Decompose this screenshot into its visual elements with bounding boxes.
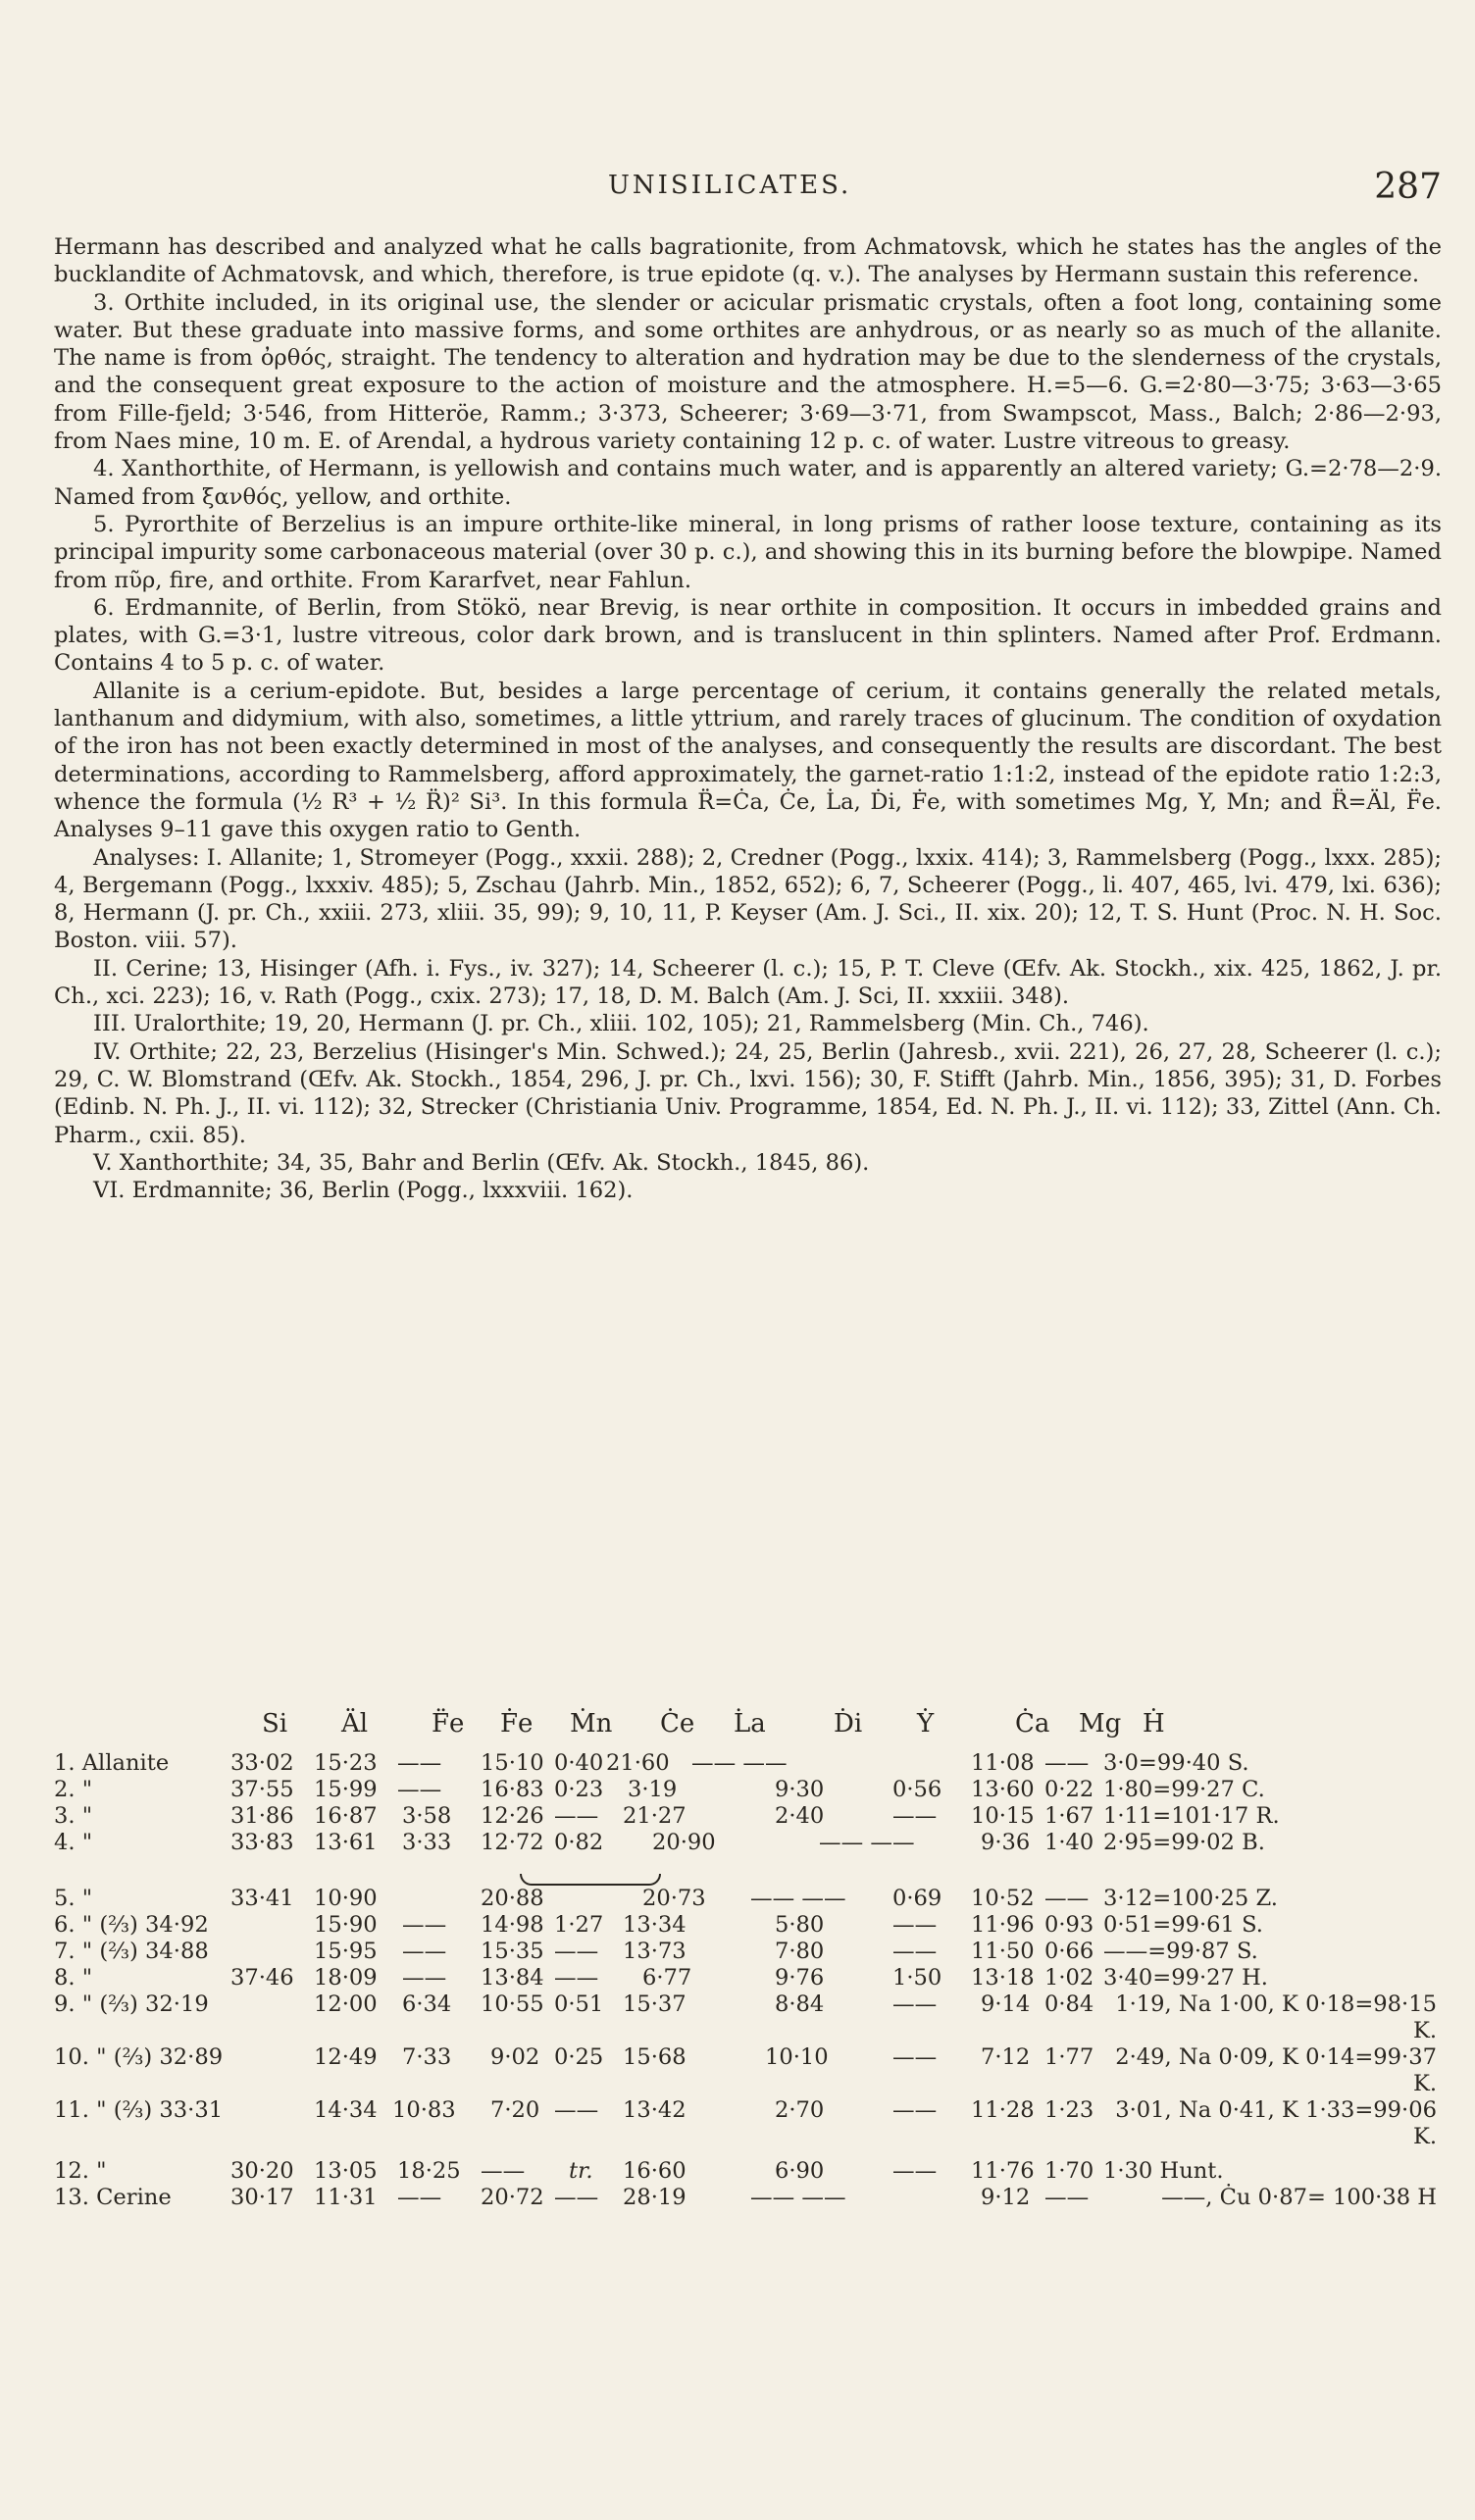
paragraph: VI. Erdmannite; 36, Berlin (Pogg., lxxxviii. 162).	[93, 1178, 634, 1204]
table-cell: 37·55	[230, 1777, 294, 1802]
row-spacer	[54, 1856, 1442, 1886]
table-cell: 12·00	[314, 1991, 378, 2017]
table-cell: 20·90	[652, 1830, 716, 1855]
table-cell: ——	[892, 1991, 938, 2017]
table-cell: 6·90	[775, 2158, 825, 2184]
table-cell: 10. " (⅔) 32·89	[54, 2044, 224, 2070]
table-cell: 31·86	[230, 1803, 294, 1829]
table-cell: 15·10	[481, 1750, 544, 1776]
table-cell: 9·30	[775, 1777, 825, 1802]
table-cell: 2·49, Na 0·09, K 0·14=99·37 K.	[1115, 2044, 1437, 2096]
table-cell: 11·76	[971, 2158, 1035, 2184]
table-cell: 9·12	[981, 2185, 1031, 2210]
table-cell: 1·23	[1044, 2097, 1094, 2123]
table-cell: 11·50	[971, 1939, 1035, 1964]
table-cell: 13·61	[314, 1830, 378, 1855]
table-cell: 1·70	[1044, 2158, 1094, 2184]
table-cell: 33·41	[230, 1886, 294, 1911]
table-cell: 12·49	[314, 2044, 378, 2070]
table-cell: 1·02	[1044, 1965, 1094, 1991]
table-cell: 0·84	[1044, 1991, 1094, 2017]
table-row	[54, 2044, 1442, 2097]
table-cell: 0·22	[1044, 1777, 1094, 1802]
table-cell: 13·84	[481, 1965, 544, 1991]
table-cell: 6. " (⅔) 34·92	[54, 1912, 209, 1938]
column-header: Ḟe	[500, 1709, 534, 1739]
table-cell: 30·20	[230, 2158, 294, 2184]
column-header: Ṁn	[570, 1709, 613, 1739]
table-cell: 1·50	[892, 1965, 942, 1991]
table-cell: 11·08	[971, 1750, 1035, 1776]
table-cell: 2. "	[54, 1777, 93, 1802]
table-cell: 8·84	[775, 1991, 825, 2017]
table-cell: 3. "	[54, 1803, 93, 1829]
table-cell: 15·99	[314, 1777, 378, 1802]
table-cell: ——	[402, 1939, 447, 1964]
table-row	[54, 1750, 1442, 1777]
table-cell: ——	[892, 1803, 938, 1829]
table-row	[54, 1939, 1442, 1965]
table-cell: —— ——	[691, 1750, 788, 1776]
table-cell: 0·82	[554, 1830, 604, 1855]
table-cell: 15·90	[314, 1912, 378, 1938]
table-cell: 7·80	[775, 1939, 825, 1964]
table-cell: ——	[892, 1912, 938, 1938]
table-cell: 13. Cerine	[54, 2185, 172, 2210]
column-header: Ċe	[660, 1709, 695, 1739]
table-cell: 37·46	[230, 1965, 294, 1991]
column-header: Ċa	[1015, 1709, 1050, 1739]
table-cell: 16·60	[623, 2158, 687, 2184]
table-cell: ——	[892, 2158, 938, 2184]
column-header: Ḋi	[834, 1709, 863, 1739]
table-cell: 28·19	[623, 2185, 687, 2210]
table-cell: 21·27	[623, 1803, 687, 1829]
table-cell: 1·40	[1044, 1830, 1094, 1855]
table-cell: ——, Ċu 0·87= 100·38 H	[1161, 2185, 1437, 2210]
table-cell: 16·83	[481, 1777, 544, 1802]
table-cell: 10·90	[314, 1886, 378, 1911]
table-cell: 15·95	[314, 1939, 378, 1964]
running-title: UNISILICATES.	[608, 171, 852, 200]
column-header: Mg	[1079, 1709, 1122, 1739]
table-cell: 33·83	[230, 1830, 294, 1855]
table-cell: ——	[554, 1803, 599, 1829]
table-cell: ——	[402, 1965, 447, 1991]
paragraph: 3. Orthite included, in its original use, the slender or acicular prismatic crystals, often a foot long, containing some water. But these graduate into massive forms, and some orthites are anhydrous, or as nearly so as much of the allanite. The name is from ὀρθός, straight. The tendency to alteration and hydration may be due to the slenderness of the crystals, and the consequent great exposure to the action of moisture and the atmosphere. H.=5—6. G.=2·80—3·75; 3·63—3·65 from Fille-fjeld; 3·546, from Hitteröe, Ramm.; 3·373, Scheerer; 3·69—3·71, from Swampscot, Mass., Balch; 2·86—2·93, from Naes mine, 10 m. E. of Arendal, a hydrous variety containing 12 p. c. of water. Lustre vitreous to greasy.	[54, 289, 1442, 455]
table-cell: 1. Allanite	[54, 1750, 170, 1776]
table-cell: ——	[397, 2185, 442, 2210]
table-cell: ——	[402, 1912, 447, 1938]
table-cell: 13·42	[623, 2097, 687, 2123]
table-cell: 12. "	[54, 2158, 107, 2184]
table-cell: 5·80	[775, 1912, 825, 1938]
column-header: Ẏ	[917, 1709, 935, 1739]
table-row	[54, 2158, 1442, 2185]
table-cell: 10·83	[392, 2097, 456, 2123]
table-cell: 0·51=99·61 S.	[1103, 1912, 1263, 1938]
table-cell: 10·15	[971, 1803, 1035, 1829]
table-cell: 7·33	[402, 2044, 452, 2070]
table-cell: 7. " (⅔) 34·88	[54, 1939, 209, 1964]
table-cell: 13·34	[623, 1912, 687, 1938]
table-cell: 15·35	[481, 1939, 544, 1964]
table-cell: ——	[1044, 1886, 1090, 1911]
table-cell: 1·80=99·27 C.	[1103, 1777, 1265, 1802]
table-cell: 9·76	[775, 1965, 825, 1991]
table-cell: ——	[892, 1939, 938, 1964]
table-row	[54, 1965, 1442, 1991]
table-cell: 15·68	[623, 2044, 687, 2070]
table-cell: 0·93	[1044, 1912, 1094, 1938]
table-cell: 3·19	[628, 1777, 678, 1802]
table-cell: ——	[892, 2044, 938, 2070]
table-row	[54, 1991, 1442, 2044]
paragraph: IV. Orthite; 22, 23, Berzelius (Hisinger's Min. Schwed.); 24, 25, Berlin (Jahresb., xvii. 221), 26, 27, 28, Scheerer (l. c.); 29, C. W. Blomstrand (Œfv. Ak. Stockh., 1854, 296, J. pr. Ch., lxvi. 156); 30, F. Stifft (Jahrb. Min., 1856, 395); 31, D. Forbes (Edinb. N. Ph. J., II. vi. 112); 32, Strecker (Christiania Univ. Programme, 1854, Ed. N. Ph. J., II. vi. 112); 33, Zittel (Ann. Ch. Pharm., cxii. 85).	[54, 1038, 1442, 1148]
table-cell: 1·27	[554, 1912, 604, 1938]
table-cell: 18·09	[314, 1965, 378, 1991]
table-cell: 0·51	[554, 1991, 604, 2017]
page	[54, 0, 1442, 2520]
table-cell: 0·40	[554, 1750, 604, 1776]
table-cell: ——	[554, 2097, 599, 2123]
table-cell: 3·33	[402, 1830, 452, 1855]
column-header: L̇a	[734, 1709, 766, 1739]
table-cell: 2·70	[775, 2097, 825, 2123]
table-cell: ——	[554, 2185, 599, 2210]
table-cell: 13·60	[971, 1777, 1035, 1802]
body-text	[54, 233, 1442, 1204]
table-cell: 6·34	[402, 1991, 452, 2017]
table-cell: 20·73	[642, 1886, 706, 1911]
table-cell: ——	[397, 1750, 442, 1776]
column-header: Ḣ	[1143, 1709, 1165, 1739]
table-cell: —— ——	[750, 2185, 846, 2210]
table-cell: 20·72	[481, 2185, 544, 2210]
table-cell: 7·12	[981, 2044, 1031, 2070]
table-row	[54, 1912, 1442, 1939]
table-cell: 9·02	[490, 2044, 540, 2070]
paragraph: V. Xanthorthite; 34, 35, Bahr and Berlin (Œfv. Ak. Stockh., 1845, 86).	[93, 1149, 870, 1176]
paragraph: Allanite is a cerium-epidote. But, besides a large percentage of cerium, it contains generally the related metals, lanthanum and didymium, with also, sometimes, a little yttrium, and rarely traces of glucinum. The condition of oxydation of the iron has not been exactly determined in most of the analyses, and consequently the results are discordant. The best determinations, according to Rammelsberg, afford approximately, the garnet-ratio 1:1:2, instead of the epidote ratio 1:2:3, whence the formula (½ R³ + ½ R̈)² Si³. In this formula R̈=Ċa, Ċe, L̇a, Ḋi, Ḟe, with sometimes Mg, Y, Mn; and R̈=Äl, F̈e. Analyses 9–11 gave this oxygen ratio to Genth.	[54, 678, 1442, 843]
table-cell: ——	[1044, 1750, 1090, 1776]
table-cell: 3·0=99·40 S.	[1103, 1750, 1249, 1776]
table-cell: 0·23	[554, 1777, 604, 1802]
table-cell: ——	[554, 1965, 599, 1991]
table-cell: 1·77	[1044, 2044, 1094, 2070]
table-cell: 10·55	[481, 1991, 544, 2017]
table-cell: 33·02	[230, 1750, 294, 1776]
paragraph: Analyses: I. Allanite; 1, Stromeyer (Pogg., xxxii. 288); 2, Credner (Pogg., lxxix. 414); 3, Rammelsberg (Pogg., lxxx. 285); 4, Bergemann (Pogg., lxxxiv. 485); 5, Zschau (Jahrb. Min., 1852, 652); 6, 7, Scheerer (Pogg., li. 407, 465, lvi. 479, lxi. 636); 8, Hermann (J. pr. Ch., xxiii. 273, xliii. 35, 99); 9, 10, 11, P. Keyser (Am. J. Sci., II. xix. 20); 12, T. S. Hunt (Proc. N. H. Soc. Boston. viii. 57).	[54, 844, 1442, 954]
table-cell: 10·52	[971, 1886, 1035, 1911]
table-cell: 2·40	[775, 1803, 825, 1829]
table-cell: 12·72	[481, 1830, 544, 1855]
table-cell: 0·56	[892, 1777, 942, 1802]
table-cell: 7·20	[490, 2097, 540, 2123]
table-row	[54, 1777, 1442, 1803]
table-cell: 5. "	[54, 1886, 93, 1911]
table-cell: 2·95=99·02 B.	[1103, 1830, 1265, 1855]
table-cell: —— ——	[819, 1830, 915, 1855]
table-cell: ——	[554, 1939, 599, 1964]
table-header-row	[54, 1711, 1442, 1750]
table-cell: 15·23	[314, 1750, 378, 1776]
paragraph: II. Cerine; 13, Hisinger (Afh. i. Fys., iv. 327); 14, Scheerer (l. c.); 15, P. T. Cleve (Œfv. Ak. Stockh., xix. 425, 1862, J. pr. Ch., xci. 223); 16, v. Rath (Pogg., cxix. 273); 17, 18, D. M. Balch (Am. J. Sci, II. xxxiii. 348).	[54, 955, 1442, 1010]
table-cell: 0·25	[554, 2044, 604, 2070]
table-cell: 8. "	[54, 1965, 93, 1991]
table-row	[54, 2185, 1442, 2238]
table-cell: 9·14	[981, 1991, 1031, 2017]
table-cell: 13·05	[314, 2158, 378, 2184]
paragraph: 4. Xanthorthite, of Hermann, is yellowish and contains much water, and is apparently an altered variety; G.=2·78—2·9. Named from ξανθός, yellow, and orthite.	[54, 456, 1442, 510]
column-header: Si	[262, 1709, 288, 1739]
page-number: 287	[1374, 167, 1442, 207]
table-cell: ——	[481, 2158, 526, 2184]
paragraph: 6. Erdmannite, of Berlin, from Stökö, near Brevig, is near orthite in composition. It occurs in imbedded grains and plates, with G.=3·1, lustre vitreous, color dark brown, and is translucent in thin splinters. Named after Prof. Erdmann. Contains 4 to 5 p. c. of water.	[54, 594, 1442, 677]
paragraph: 5. Pyrorthite of Berzelius is an impure orthite-like mineral, in long prisms of rather loose texture, containing as its principal impurity some carbonaceous material (over 30 p. c.), and showing this in its burning before the blowpipe. Named from πῦρ, fire, and orthite. From Kararfvet, near Fahlun.	[54, 511, 1442, 593]
table-cell: 3·40=99·27 H.	[1103, 1965, 1268, 1991]
table-cell: 3·01, Na 0·41, K 1·33=99·06 K.	[1115, 2097, 1437, 2149]
table-cell: tr.	[569, 2158, 593, 2184]
bracket-mark	[520, 1874, 661, 1886]
table-cell: 1·19, Na 1·00, K 0·18=98·15 K.	[1115, 1991, 1437, 2043]
table-cell: 9. " (⅔) 32·19	[54, 1991, 209, 2017]
table-cell: ——=99·87 S.	[1103, 1939, 1258, 1964]
table-cell: 11·31	[314, 2185, 378, 2210]
table-cell: ——	[397, 1777, 442, 1802]
table-cell: 6·77	[642, 1965, 692, 1991]
table-cell: 1·11=101·17 R.	[1103, 1803, 1280, 1829]
column-header: F̈e	[432, 1709, 465, 1739]
table-cell: 11·96	[971, 1912, 1035, 1938]
table-cell: 16·87	[314, 1803, 378, 1829]
table-cell: —— ——	[750, 1886, 846, 1911]
table-row	[54, 1830, 1442, 1856]
table-cell: 0·66	[1044, 1939, 1094, 1964]
table-cell: 11·28	[971, 2097, 1035, 2123]
table-cell: 13·18	[971, 1965, 1035, 1991]
table-cell: 10·10	[765, 2044, 829, 2070]
table-cell: 1·67	[1044, 1803, 1094, 1829]
table-cell: 12·26	[481, 1803, 544, 1829]
table-cell: 13·73	[623, 1939, 687, 1964]
table-cell: ——	[892, 2097, 938, 2123]
running-header	[54, 167, 1442, 216]
paragraph: III. Uralorthite; 19, 20, Hermann (J. pr. Ch., xliii. 102, 105); 21, Rammelsberg (Min. Ch., 746).	[93, 1011, 1149, 1037]
table-row	[54, 1886, 1442, 1912]
table-cell: 3·12=100·25 Z.	[1103, 1886, 1278, 1911]
table-cell: ——	[1044, 2185, 1090, 2210]
table-cell: 30·17	[230, 2185, 294, 2210]
table-cell: 14·98	[481, 1912, 544, 1938]
table-cell: 4. "	[54, 1830, 93, 1855]
table-cell: 18·25	[397, 2158, 461, 2184]
table-cell: 0·69	[892, 1886, 942, 1911]
analyses-table	[54, 1711, 1442, 2238]
table-cell: 9·36	[981, 1830, 1031, 1855]
column-header: Äl	[341, 1709, 369, 1739]
table-row	[54, 2097, 1442, 2150]
table-cell: 3·58	[402, 1803, 452, 1829]
table-cell: 14·34	[314, 2097, 378, 2123]
table-cell: 1·30 Hunt.	[1103, 2158, 1224, 2184]
table-cell: 11. " (⅔) 33·31	[54, 2097, 224, 2123]
table-cell: 20·88	[481, 1886, 544, 1911]
paragraph: Hermann has described and analyzed what he calls bagrationite, from Achmatovsk, which he states has the angles of the bucklandite of Achmatovsk, and which, therefore, is true epidote (q. v.). The analyses by Hermann sustain this reference.	[54, 234, 1442, 288]
table-cell: 21·60	[606, 1750, 670, 1776]
table-cell: 15·37	[623, 1991, 687, 2017]
table-row	[54, 1803, 1442, 1830]
